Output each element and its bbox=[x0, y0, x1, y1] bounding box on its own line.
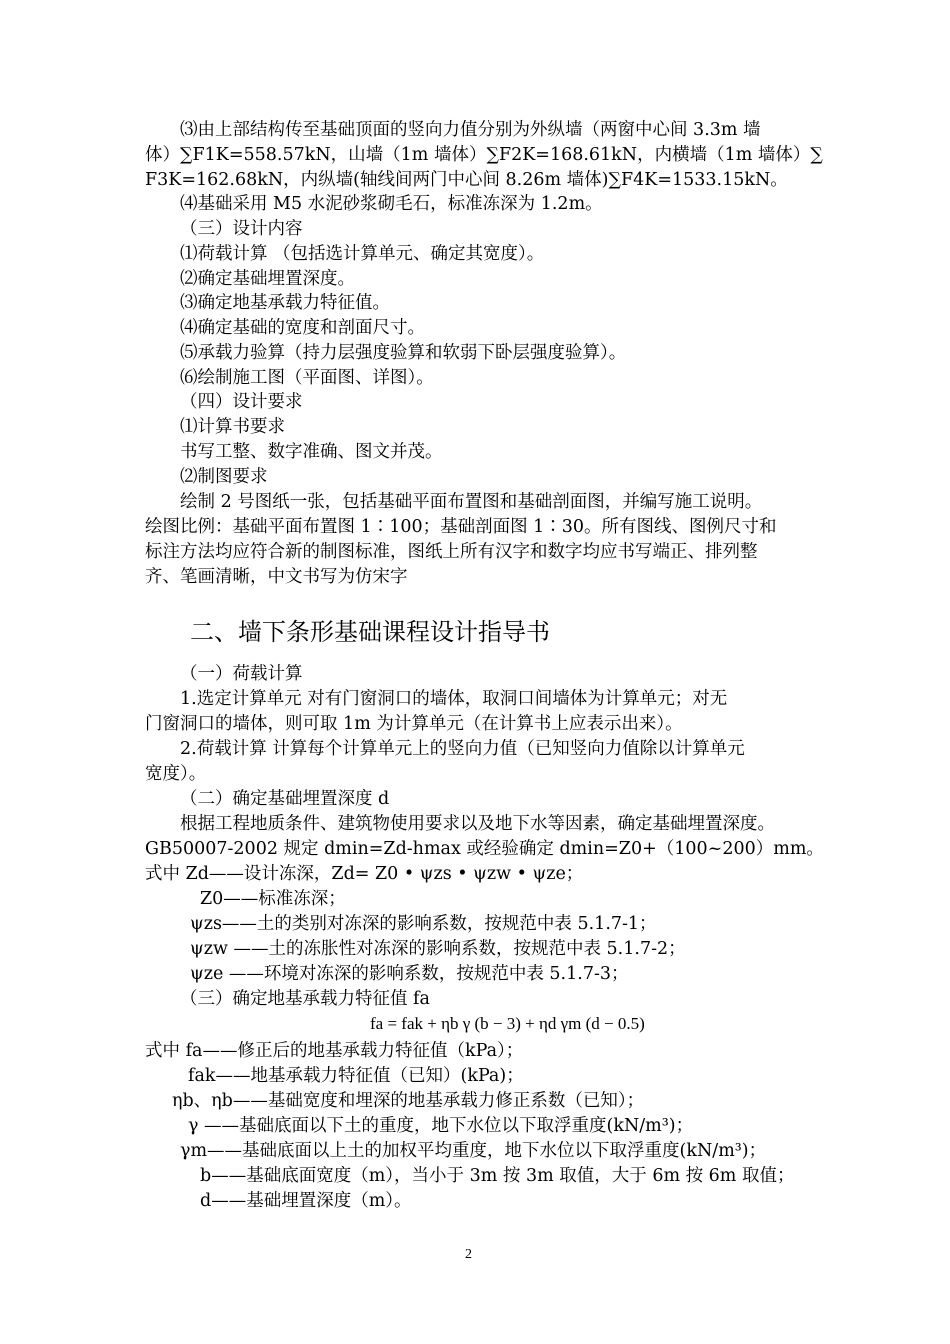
text-line: 宽度）。 bbox=[145, 764, 207, 784]
text-line: d——基础埋置深度（m）。 bbox=[200, 1191, 412, 1211]
text-line: b——基础底面宽度（m），当小于 3m 按 3m 取值，大于 6m 按 6m 取值； bbox=[200, 1166, 795, 1186]
text-line: 绘制 2 号图纸一张，包括基础平面布置图和基础剖面图，并编写施工说明。 bbox=[180, 492, 763, 512]
text-line: （四）设计要求 bbox=[180, 392, 303, 412]
text-line: 根据工程地质条件、建筑物使用要求以及地下水等因素，确定基础埋置深度。 bbox=[180, 814, 775, 834]
section-heading: 二、墙下条形基础课程设计指导书 bbox=[190, 618, 550, 646]
text-line: 2.荷载计算 计算每个计算单元上的竖向力值（已知竖向力值除以计算单元 bbox=[180, 739, 745, 759]
text-line: ⑵制图要求 bbox=[180, 467, 268, 487]
text-line: ⑵确定基础埋置深度。 bbox=[180, 269, 355, 289]
text-line: （一）荷载计算 bbox=[180, 664, 303, 684]
text-line: Z0——标准冻深； bbox=[200, 889, 346, 909]
text-line: 门窗洞口的墙体，则可取 1m 为计算单元（在计算书上应表示出来）。 bbox=[145, 714, 683, 734]
text-line: γm——基础底面以上土的加权平均重度，地下水位以下取浮重度(kN/m³)； bbox=[180, 1141, 767, 1161]
page-number: 2 bbox=[465, 1247, 472, 1262]
text-line: GB50007-2002 规定 dmin=Zd-hmax 或经验确定 dmin=Z0+（100~200）mm。 bbox=[145, 839, 824, 859]
text-line: 标注方法均应符合新的制图标准，图纸上所有汉字和数字均应书写端正、排列整 bbox=[145, 542, 758, 562]
text-line: F3K=162.68kN，内纵墙(轴线间两门中心间 8.26m 墙体)∑F4K=1533.15kN。 bbox=[145, 170, 788, 190]
text-line: （三）确定地基承载力特征值 fa bbox=[180, 989, 430, 1009]
text-line: γ ——基础底面以下土的重度，地下水位以下取浮重度(kN/m³)； bbox=[188, 1116, 694, 1136]
text-line: （三）设计内容 bbox=[180, 219, 303, 239]
text-line: ⑸承载力验算（持力层强度验算和软弱下卧层强度验算）。 bbox=[180, 343, 627, 363]
text-line: 式中 fa——修正后的地基承载力特征值（kPa）； bbox=[145, 1041, 524, 1061]
text-line: 绘图比例：基础平面布置图 1∶100；基础剖面图 1∶30。所有图线、图例尺寸和 bbox=[145, 517, 777, 537]
text-line: ⑷基础采用 M5 水泥砂浆砌毛石，标准冻深为 1.2m。 bbox=[180, 194, 603, 214]
text-line: ⑶由上部结构传至基础顶面的竖向力值分别为外纵墙（两窗中心间 3.3m 墙 bbox=[180, 120, 761, 140]
text-line: ⑶确定地基承载力特征值。 bbox=[180, 293, 390, 313]
text-line: 体）∑F1K=558.57kN，山墙（1m 墙体）∑F2K=168.61kN，内横墙（1m 墙体）∑ bbox=[145, 145, 823, 165]
text-line: ⑷确定基础的宽度和剖面尺寸。 bbox=[180, 318, 425, 338]
text-line: 式中 Zd——设计冻深，Zd= Z0 • ψzs • ψzw • ψze； bbox=[145, 864, 584, 884]
text-line: ψzw ——土的冻胀性对冻深的影响系数，按规范中表 5.1.7-2； bbox=[190, 939, 686, 959]
text-line: ψzs——土的类别对冻深的影响系数，按规范中表 5.1.7-1； bbox=[190, 914, 657, 934]
text-line: ⑴荷载计算 （包括选计算单元、确定其宽度）。 bbox=[180, 244, 545, 264]
text-line: fak——地基承载力特征值（已知）(kPa)； bbox=[188, 1066, 524, 1086]
text-line: ⑴计算书要求 bbox=[180, 417, 285, 437]
text-line: 1.选定计算单元 对有门窗洞口的墙体，取洞口间墙体为计算单元；对无 bbox=[180, 689, 728, 709]
text-line: ⑹绘制施工图（平面图、详图）。 bbox=[180, 368, 434, 388]
text-line: ηb、ηb——基础宽度和埋深的地基承载力修正系数（已知）； bbox=[172, 1091, 645, 1111]
text-line: （二）确定基础埋置深度 d bbox=[180, 789, 390, 809]
text-line: 齐、笔画清晰，中文书写为仿宋字 bbox=[145, 567, 408, 587]
bearing-capacity-formula: fa = fak + ηb γ (b − 3) + ηd γm (d − 0.5) bbox=[370, 1014, 645, 1033]
text-line: 书写工整、数字准确、图文并茂。 bbox=[180, 442, 443, 462]
text-line: ψze ——环境对冻深的影响系数，按规范中表 5.1.7-3； bbox=[190, 964, 629, 984]
